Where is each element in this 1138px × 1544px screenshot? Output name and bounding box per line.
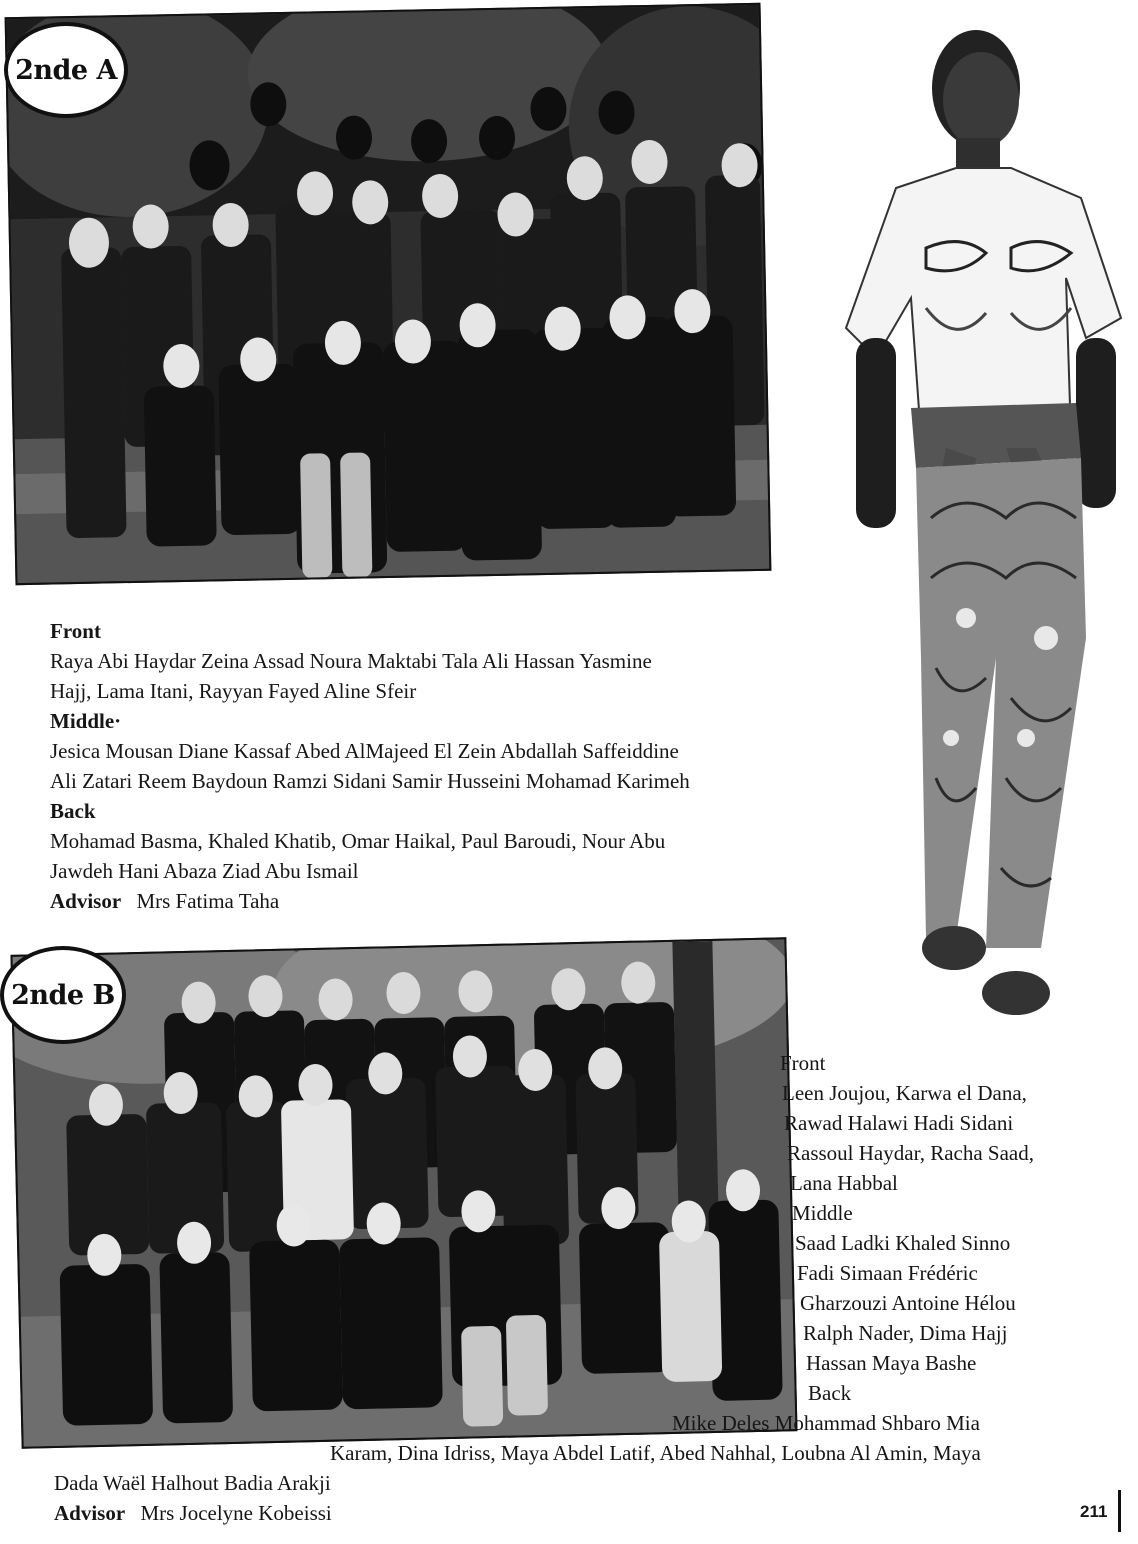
page-number-rule (1118, 1490, 1121, 1532)
names-back-line: Karam, Dina Idriss, Maya Abdel Latif, Abed Nahhal, Loubna Al Amin, Maya (330, 1441, 981, 1465)
names-back-line: Mike Deles Mohammad Shbaro Mia (672, 1411, 980, 1435)
names-back-line: Dada Waël Halhout Badia Arakji (54, 1471, 331, 1495)
fashion-model-photo (836, 18, 1136, 1018)
advisor-line (54, 1498, 332, 1528)
names-middle-line: Saad Ladki Khaled Sinno (795, 1231, 1011, 1255)
heading-advisor: Advisor (50, 889, 122, 913)
advisor-name: Mrs Fatima Taha (136, 889, 280, 913)
advisor-line (50, 886, 690, 916)
caption-2nde-a (50, 616, 690, 916)
names-back-line: Jawdeh Hani Abaza Ziad Abu Ismail (50, 859, 359, 883)
fashion-model-illustration (836, 18, 1136, 1018)
page-number: 211 (1080, 1502, 1108, 1521)
names-front-line: Leen Joujou, Karwa el Dana, (782, 1081, 1027, 1105)
heading-front: Front (50, 619, 101, 643)
names-front-line: Rassoul Haydar, Racha Saad, (787, 1141, 1035, 1165)
advisor-name: Mrs Jocelyne Kobeissi (140, 1501, 332, 1525)
class-photo-2nde-b (10, 937, 797, 1448)
names-middle-line: Ali Zatari Reem Baydoun Ramzi Sidani Samir Husseini Mohamad Karimeh (50, 769, 690, 793)
heading-advisor: Advisor (54, 1501, 126, 1525)
names-back-line: Mohamad Basma, Khaled Khatib, Omar Haikal, Paul Baroudi, Nour Abu (50, 829, 666, 853)
names-front-line: Hajj, Lama Itani, Rayyan Fayed Aline Sfeir (50, 679, 417, 703)
class-badge-2nde-b: 2nde B (0, 946, 126, 1044)
heading-front: Front (780, 1051, 826, 1075)
names-middle-line: Hassan Maya Bashe (806, 1351, 977, 1375)
photo-2nde-b-illustration (13, 939, 796, 1446)
names-middle-line: Jesica Mousan Diane Kassaf Abed AlMajeed El Zein Abdallah Saffeiddine (50, 739, 679, 763)
class-badge-2nde-a: 2nde A (4, 22, 128, 118)
names-middle-line: Ralph Nader, Dima Hajj (803, 1321, 1008, 1345)
names-front-line: Lana Habbal (790, 1171, 898, 1195)
names-middle-line: Fadi Simaan Frédéric (797, 1261, 978, 1285)
heading-back: Back (50, 799, 96, 823)
names-front-line: Raya Abi Haydar Zeina Assad Noura Maktabi Tala Ali Hassan Yasmine (50, 649, 652, 673)
heading-middle: Middle· (50, 709, 122, 733)
heading-middle: Middle (792, 1201, 853, 1225)
names-middle-line: Gharzouzi Antoine Hélou (800, 1291, 1016, 1315)
heading-back: Back (808, 1381, 852, 1405)
names-front-line: Rawad Halawi Hadi Sidani (784, 1111, 1014, 1135)
